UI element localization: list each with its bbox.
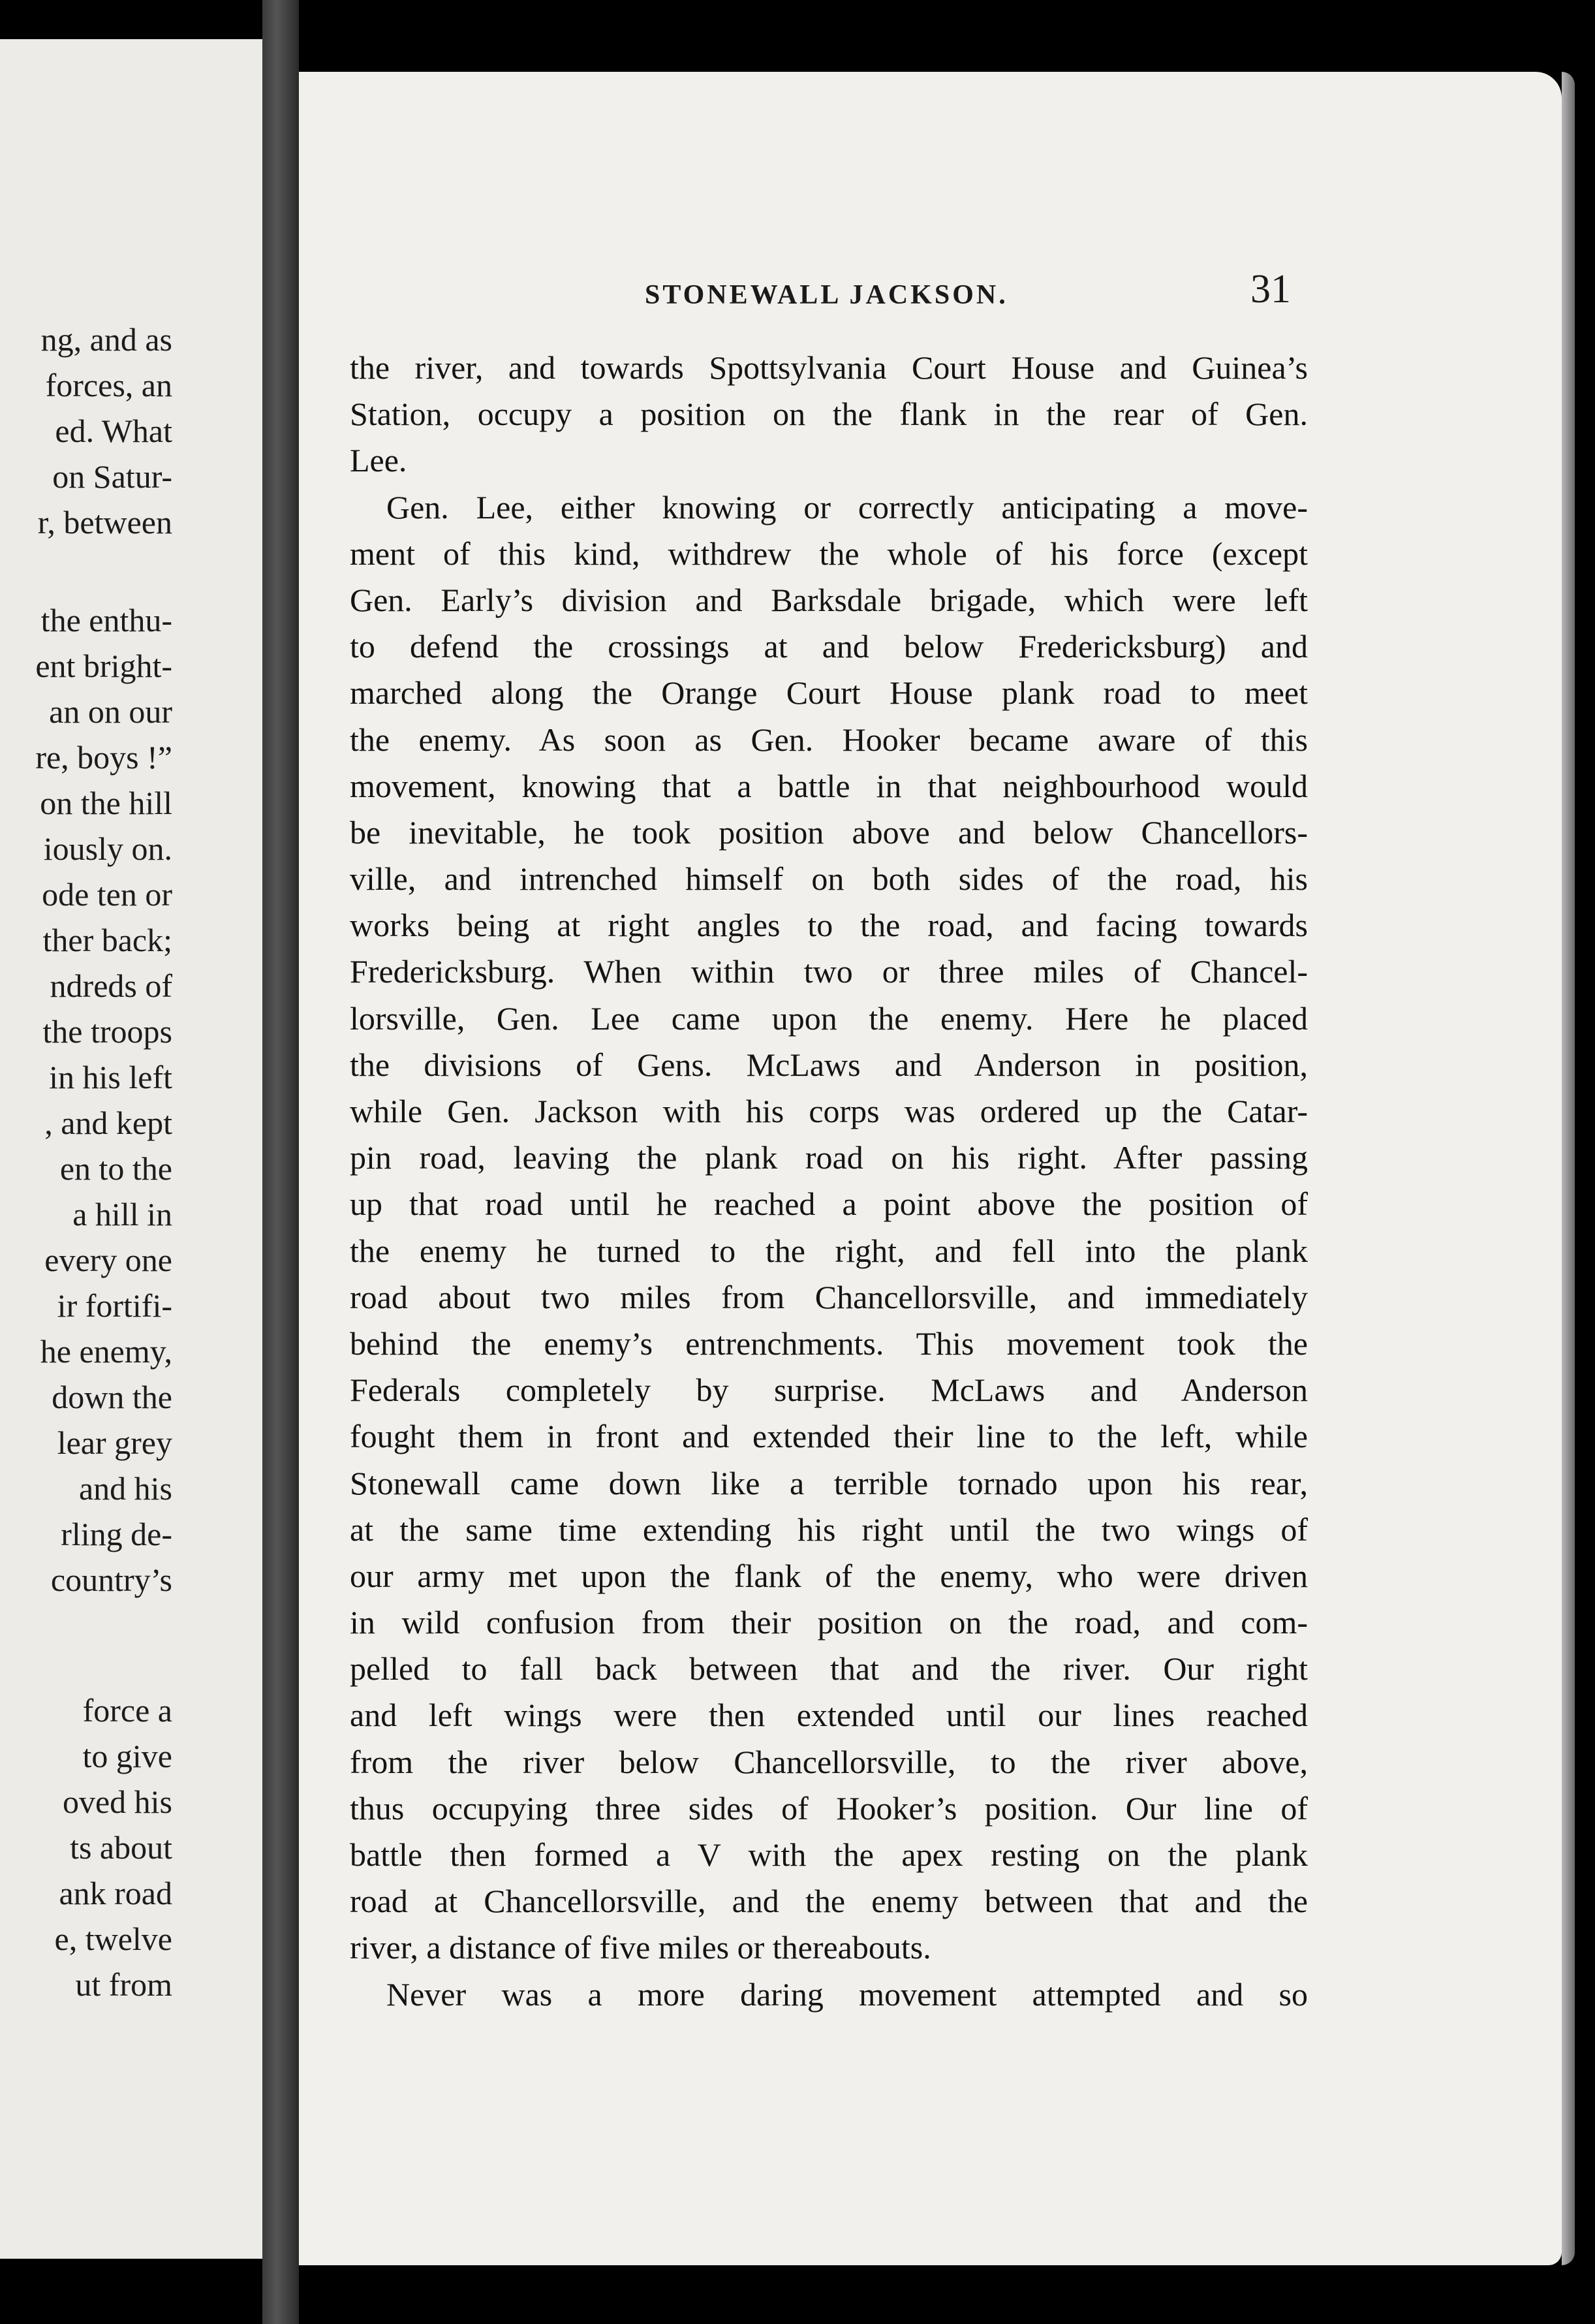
running-head: STONEWALL JACKSON.: [645, 280, 1008, 310]
facing-page-line: oved his: [62, 1783, 172, 1820]
facing-page-line: ent bright-: [35, 648, 172, 684]
text-line: Station, occupy a position on the flank in the rear of Gen.: [350, 396, 1308, 433]
facing-page-line: ut from: [75, 1966, 172, 2003]
facing-page-line: and his: [78, 1470, 172, 1507]
facing-page-line: every one: [44, 1242, 172, 1278]
text-line: marched along the Orange Court House plank road to meet: [350, 674, 1308, 712]
facing-page-line: ir fortifi-: [57, 1287, 172, 1324]
page-edge-shadow: [1562, 72, 1575, 2265]
text-line: road about two miles from Chancellorsville, and immediately: [350, 1278, 1308, 1315]
text-line: the enemy he turned to the right, and fell into the plank: [350, 1232, 1308, 1269]
facing-page-line: down the: [52, 1379, 172, 1415]
text-line: the divisions of Gens. McLaws and Anderson in position,: [350, 1046, 1308, 1083]
facing-page-line: ode ten or: [42, 876, 172, 913]
facing-page-fragment: [0, 39, 262, 2259]
facing-page-line: , and kept: [44, 1105, 172, 1141]
facing-page-line: iously on.: [43, 830, 172, 867]
facing-page-line: ng, and as: [40, 321, 172, 358]
facing-page-line: lear grey: [57, 1424, 172, 1461]
facing-page-line: re, boys !”: [35, 739, 172, 776]
facing-page-line: ed. What: [55, 413, 172, 449]
text-line: our army met upon the flank of the enemy, who were driven: [350, 1557, 1308, 1594]
text-line: fought them in front and extended their line to the left, while: [350, 1418, 1308, 1455]
text-line: ment of this kind, withdrew the whole of his force (except: [350, 535, 1308, 572]
text-line: Gen. Early’s division and Barksdale brigade, which were left: [350, 581, 1308, 618]
text-line: Lee.: [350, 442, 407, 479]
facing-page-line: en to the: [59, 1150, 172, 1187]
text-line: the river, and towards Spottsylvania Court House and Guinea’s: [350, 349, 1308, 386]
text-line: lorsville, Gen. Lee came upon the enemy. Here he placed: [350, 999, 1308, 1037]
page-number: 31: [1250, 267, 1291, 311]
text-line: battle then formed a V with the apex resting on the plank: [350, 1836, 1308, 1873]
text-line: the enemy. As soon as Gen. Hooker became aware of this: [350, 721, 1308, 758]
facing-page-line: ank road: [59, 1875, 172, 1911]
facing-page-line: the troops: [42, 1013, 172, 1050]
facing-page-line: r, between: [37, 504, 172, 541]
text-line: up that road until he reached a point above the position of: [350, 1186, 1308, 1223]
facing-page-line: on the hill: [40, 785, 172, 821]
facing-page-line: ndreds of: [50, 967, 172, 1004]
facing-page-line: country’s: [50, 1562, 172, 1598]
text-line: Gen. Lee, either knowing or correctly anticipating a move-: [386, 488, 1308, 526]
facing-page-line: he enemy,: [40, 1333, 172, 1370]
text-line: pelled to fall back between that and the river. Our right: [350, 1650, 1308, 1688]
text-line: Federals completely by surprise. McLaws and Anderson: [350, 1372, 1308, 1409]
facing-page-line: ts about: [70, 1829, 172, 1866]
facing-page-line: ther back;: [42, 922, 172, 958]
text-line: be inevitable, he took position above and below Chancellors-: [350, 813, 1308, 851]
text-line: in wild confusion from their position on the road, and com-: [350, 1604, 1308, 1641]
facing-page-line: forces, an: [45, 367, 172, 403]
text-line: Stonewall came down like a terrible tornado upon his rear,: [350, 1464, 1308, 1501]
text-line: Fredericksburg. When within two or three miles of Chancel-: [350, 953, 1308, 990]
text-line: road at Chancellorsville, and the enemy between that and the: [350, 1883, 1308, 1920]
facing-page-line: an on our: [49, 693, 172, 730]
facing-page-line: e, twelve: [54, 1921, 172, 1957]
text-line: and left wings were then extended until our lines reached: [350, 1697, 1308, 1734]
facing-page-line: rling de-: [61, 1516, 172, 1552]
text-line: river, a distance of five miles or thereabouts.: [350, 1929, 931, 1966]
text-line: thus occupying three sides of Hooker’s position. Our line of: [350, 1789, 1308, 1827]
facing-page-line: to give: [82, 1738, 172, 1774]
text-line: ville, and intrenched himself on both sides of the road, his: [350, 860, 1308, 898]
book-page: [299, 72, 1562, 2265]
text-line: pin road, leaving the plank road on his right. After passing: [350, 1139, 1308, 1176]
text-line: while Gen. Jackson with his corps was ordered up the Catar-: [350, 1093, 1308, 1129]
text-line: at the same time extending his right until the two wings of: [350, 1511, 1308, 1548]
facing-page-line: in his left: [49, 1059, 172, 1095]
facing-page-line: a hill in: [72, 1196, 172, 1233]
facing-page-line: the enthu-: [40, 602, 172, 638]
text-line: works being at right angles to the road, and facing towards: [350, 907, 1308, 944]
text-line: from the river below Chancellorsville, to the river above,: [350, 1743, 1308, 1780]
book-gutter: [262, 0, 299, 2324]
facing-page-line: on Satur-: [52, 458, 172, 495]
text-line: movement, knowing that a battle in that neighbourhood would: [350, 767, 1308, 804]
text-line: behind the enemy’s entrenchments. This movement took the: [350, 1325, 1308, 1362]
facing-page-line: force a: [82, 1692, 172, 1729]
body-text: [350, 345, 1308, 2018]
text-line: Never was a more daring movement attempted and so: [386, 1975, 1308, 2013]
text-line: to defend the crossings at and below Fredericksburg) and: [350, 628, 1308, 665]
